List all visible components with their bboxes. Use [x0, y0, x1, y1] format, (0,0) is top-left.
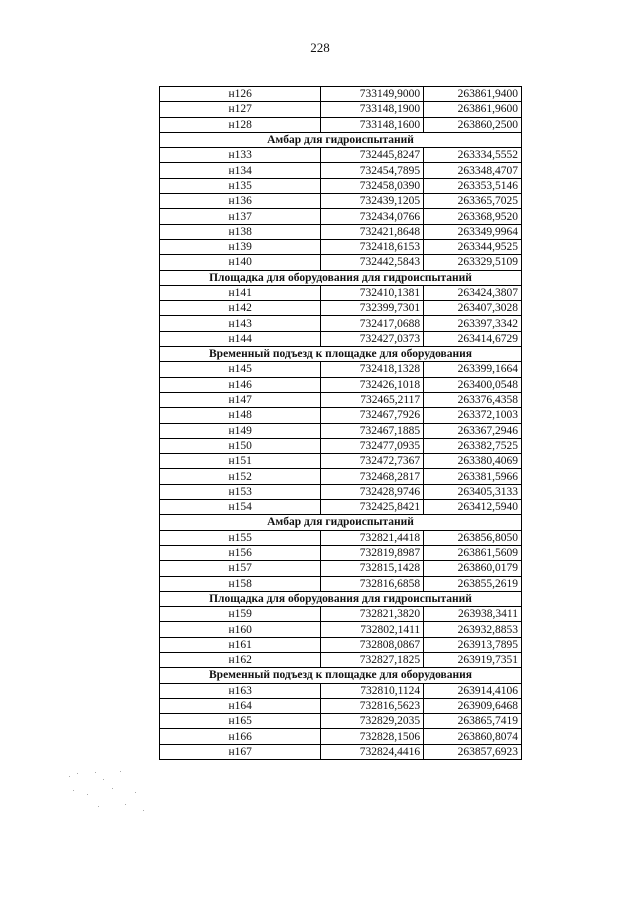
y-coordinate-cell: 263860,0179 [424, 561, 522, 576]
point-id-cell: н151 [160, 454, 321, 469]
table-row [160, 224, 522, 239]
y-coordinate-cell: 263344,9525 [424, 239, 522, 254]
point-id-cell: н128 [160, 117, 321, 132]
x-coordinate-cell: 732810,1124 [321, 683, 424, 698]
point-id-cell: н139 [160, 239, 321, 254]
y-coordinate-cell: 263932,8853 [424, 622, 522, 637]
table-row [160, 178, 522, 193]
table-row [160, 362, 522, 377]
section-header-row [160, 132, 522, 147]
y-coordinate-cell: 263368,9520 [424, 209, 522, 224]
y-coordinate-cell: 263329,5109 [424, 255, 522, 270]
x-coordinate-cell: 732829,2035 [321, 714, 424, 729]
y-coordinate-cell: 263938,3411 [424, 607, 522, 622]
section-header-row [160, 515, 522, 530]
y-coordinate-cell: 263407,3028 [424, 301, 522, 316]
x-coordinate-cell: 732824,4416 [321, 744, 424, 759]
x-coordinate-cell: 732418,1328 [321, 362, 424, 377]
point-id-cell: н164 [160, 698, 321, 713]
point-id-cell: н138 [160, 224, 321, 239]
y-coordinate-cell: 263861,9400 [424, 87, 522, 102]
point-id-cell: н166 [160, 729, 321, 744]
point-id-cell: н133 [160, 148, 321, 163]
x-coordinate-cell: 732454,7895 [321, 163, 424, 178]
y-coordinate-cell: 263909,6468 [424, 698, 522, 713]
x-coordinate-cell: 732816,6858 [321, 576, 424, 591]
y-coordinate-cell: 263914,4106 [424, 683, 522, 698]
y-coordinate-cell: 263397,3342 [424, 316, 522, 331]
point-id-cell: н157 [160, 561, 321, 576]
point-id-cell: н148 [160, 408, 321, 423]
point-id-cell: н165 [160, 714, 321, 729]
point-id-cell: н160 [160, 622, 321, 637]
section-title: Временный подъезд к площадке для оборудования [160, 347, 522, 362]
table-row [160, 729, 522, 744]
point-id-cell: н167 [160, 744, 321, 759]
y-coordinate-cell: 263353,5146 [424, 178, 522, 193]
point-id-cell: н154 [160, 500, 321, 515]
table-row [160, 561, 522, 576]
y-coordinate-cell: 263414,6729 [424, 331, 522, 346]
x-coordinate-cell: 732434,0766 [321, 209, 424, 224]
table-row [160, 500, 522, 515]
table-row [160, 484, 522, 499]
point-id-cell: н161 [160, 637, 321, 652]
x-coordinate-cell: 732467,1885 [321, 423, 424, 438]
coordinates-table [159, 86, 522, 760]
table-row [160, 255, 522, 270]
y-coordinate-cell: 263334,5552 [424, 148, 522, 163]
table-row [160, 637, 522, 652]
point-id-cell: н144 [160, 331, 321, 346]
x-coordinate-cell: 732421,8648 [321, 224, 424, 239]
x-coordinate-cell: 732426,1018 [321, 377, 424, 392]
y-coordinate-cell: 263365,7025 [424, 194, 522, 209]
x-coordinate-cell: 732821,3820 [321, 607, 424, 622]
point-id-cell: н163 [160, 683, 321, 698]
table-row [160, 454, 522, 469]
table-row [160, 652, 522, 667]
table-row [160, 423, 522, 438]
x-coordinate-cell: 733149,9000 [321, 87, 424, 102]
point-id-cell: н147 [160, 392, 321, 407]
x-coordinate-cell: 732428,9746 [321, 484, 424, 499]
table-row [160, 102, 522, 117]
y-coordinate-cell: 263856,8050 [424, 530, 522, 545]
table-row [160, 194, 522, 209]
table-row [160, 744, 522, 759]
y-coordinate-cell: 263349,9964 [424, 224, 522, 239]
y-coordinate-cell: 263861,9600 [424, 102, 522, 117]
x-coordinate-cell: 732819,8987 [321, 545, 424, 560]
table-row [160, 607, 522, 622]
point-id-cell: н158 [160, 576, 321, 591]
point-id-cell: н140 [160, 255, 321, 270]
y-coordinate-cell: 263376,4358 [424, 392, 522, 407]
table-row [160, 622, 522, 637]
section-title: Временный подъезд к площадке для оборудования [160, 668, 522, 683]
point-id-cell: н146 [160, 377, 321, 392]
x-coordinate-cell: 732477,0935 [321, 438, 424, 453]
table-row [160, 377, 522, 392]
table-row [160, 285, 522, 300]
point-id-cell: н126 [160, 87, 321, 102]
section-title: Амбар для гидроиспытаний [160, 515, 522, 530]
y-coordinate-cell: 263400,0548 [424, 377, 522, 392]
x-coordinate-cell: 732467,7926 [321, 408, 424, 423]
table-row [160, 301, 522, 316]
table-row [160, 469, 522, 484]
point-id-cell: н136 [160, 194, 321, 209]
x-coordinate-cell: 732815,1428 [321, 561, 424, 576]
table-row [160, 331, 522, 346]
point-id-cell: н137 [160, 209, 321, 224]
point-id-cell: н135 [160, 178, 321, 193]
point-id-cell: н134 [160, 163, 321, 178]
y-coordinate-cell: 263861,5609 [424, 545, 522, 560]
table-row [160, 698, 522, 713]
table-row [160, 408, 522, 423]
y-coordinate-cell: 263857,6923 [424, 744, 522, 759]
y-coordinate-cell: 263913,7895 [424, 637, 522, 652]
x-coordinate-cell: 732427,0373 [321, 331, 424, 346]
x-coordinate-cell: 732445,8247 [321, 148, 424, 163]
x-coordinate-cell: 732410,1381 [321, 285, 424, 300]
table-row [160, 239, 522, 254]
y-coordinate-cell: 263381,5966 [424, 469, 522, 484]
x-coordinate-cell: 732828,1506 [321, 729, 424, 744]
table-row [160, 87, 522, 102]
y-coordinate-cell: 263860,8074 [424, 729, 522, 744]
point-id-cell: н159 [160, 607, 321, 622]
point-id-cell: н143 [160, 316, 321, 331]
scan-specks [65, 770, 165, 820]
x-coordinate-cell: 732468,2817 [321, 469, 424, 484]
point-id-cell: н149 [160, 423, 321, 438]
section-title: Амбар для гидроиспытаний [160, 132, 522, 147]
y-coordinate-cell: 263380,4069 [424, 454, 522, 469]
point-id-cell: н142 [160, 301, 321, 316]
point-id-cell: н156 [160, 545, 321, 560]
x-coordinate-cell: 733148,1600 [321, 117, 424, 132]
x-coordinate-cell: 732442,5843 [321, 255, 424, 270]
section-header-row [160, 668, 522, 683]
section-header-row [160, 591, 522, 606]
table-row [160, 117, 522, 132]
x-coordinate-cell: 732465,2117 [321, 392, 424, 407]
table-row [160, 714, 522, 729]
x-coordinate-cell: 732816,5623 [321, 698, 424, 713]
x-coordinate-cell: 732821,4418 [321, 530, 424, 545]
x-coordinate-cell: 732418,6153 [321, 239, 424, 254]
section-title: Площадка для оборудования для гидроиспытаний [160, 270, 522, 285]
y-coordinate-cell: 263399,1664 [424, 362, 522, 377]
table-row [160, 576, 522, 591]
point-id-cell: н155 [160, 530, 321, 545]
y-coordinate-cell: 263348,4707 [424, 163, 522, 178]
point-id-cell: н150 [160, 438, 321, 453]
table-row [160, 316, 522, 331]
table-row [160, 148, 522, 163]
point-id-cell: н127 [160, 102, 321, 117]
table-row [160, 163, 522, 178]
section-header-row [160, 347, 522, 362]
y-coordinate-cell: 263855,2619 [424, 576, 522, 591]
x-coordinate-cell: 732425,8421 [321, 500, 424, 515]
point-id-cell: н152 [160, 469, 321, 484]
y-coordinate-cell: 263424,3807 [424, 285, 522, 300]
x-coordinate-cell: 732439,1205 [321, 194, 424, 209]
page-number: 228 [310, 40, 330, 55]
x-coordinate-cell: 732458,0390 [321, 178, 424, 193]
table-row [160, 209, 522, 224]
x-coordinate-cell: 732472,7367 [321, 454, 424, 469]
table-row [160, 438, 522, 453]
y-coordinate-cell: 263405,3133 [424, 484, 522, 499]
point-id-cell: н145 [160, 362, 321, 377]
x-coordinate-cell: 732417,0688 [321, 316, 424, 331]
x-coordinate-cell: 732802,1411 [321, 622, 424, 637]
point-id-cell: н153 [160, 484, 321, 499]
y-coordinate-cell: 263367,2946 [424, 423, 522, 438]
y-coordinate-cell: 263412,5940 [424, 500, 522, 515]
y-coordinate-cell: 263860,2500 [424, 117, 522, 132]
y-coordinate-cell: 263382,7525 [424, 438, 522, 453]
y-coordinate-cell: 263919,7351 [424, 652, 522, 667]
section-header-row [160, 270, 522, 285]
x-coordinate-cell: 732808,0867 [321, 637, 424, 652]
x-coordinate-cell: 733148,1900 [321, 102, 424, 117]
x-coordinate-cell: 732827,1825 [321, 652, 424, 667]
table-row [160, 683, 522, 698]
y-coordinate-cell: 263865,7419 [424, 714, 522, 729]
table-row [160, 530, 522, 545]
point-id-cell: н162 [160, 652, 321, 667]
table-row [160, 545, 522, 560]
section-title: Площадка для оборудования для гидроиспытаний [160, 591, 522, 606]
y-coordinate-cell: 263372,1003 [424, 408, 522, 423]
table-row [160, 392, 522, 407]
x-coordinate-cell: 732399,7301 [321, 301, 424, 316]
point-id-cell: н141 [160, 285, 321, 300]
coordinates-table-body [160, 87, 522, 760]
